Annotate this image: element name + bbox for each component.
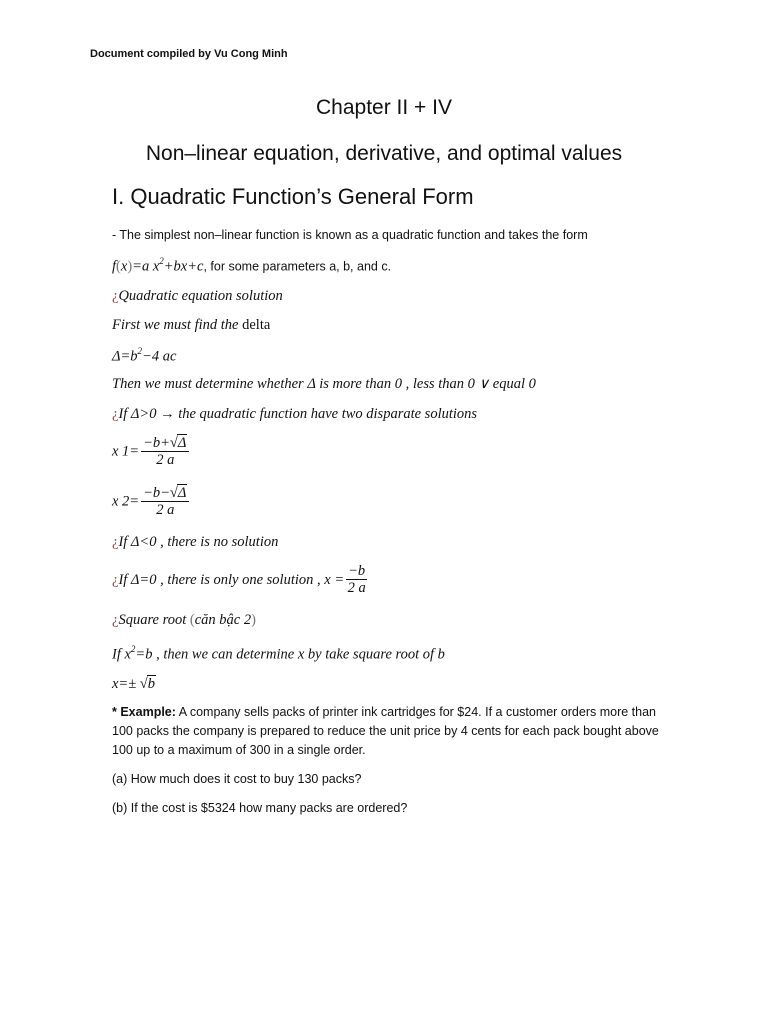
bullet-mark: ¿ bbox=[112, 534, 119, 550]
delta-lhs: Δ=b bbox=[112, 348, 138, 365]
square-root-heading bbox=[112, 611, 256, 629]
case-one-solution bbox=[112, 563, 367, 597]
example-line-2: 100 packs the company is prepared to reduce the unit price by 4 cents for each pack bought above bbox=[112, 724, 659, 738]
form-f: f bbox=[112, 258, 117, 275]
x1-numerator bbox=[141, 434, 189, 452]
x2-formula bbox=[112, 484, 189, 519]
section-heading: I. Quadratic Function’s General Form bbox=[112, 184, 474, 209]
solution-heading-text: Quadratic equation solution bbox=[118, 288, 283, 304]
example-line-1 bbox=[112, 705, 656, 719]
example-label: * Example: bbox=[112, 705, 176, 719]
chapter-title: Chapter II + IV bbox=[316, 96, 452, 119]
x2-numerator bbox=[141, 484, 189, 502]
result-radicand: b bbox=[147, 676, 156, 692]
case1-text: If Δ>0 → the quadratic function have two disparate solutions bbox=[118, 406, 478, 422]
x2-radicand: Δ bbox=[177, 485, 187, 501]
x2-fraction bbox=[141, 484, 189, 519]
result-pre: x=± √ bbox=[112, 676, 148, 692]
x1-fraction bbox=[141, 434, 189, 469]
paren-open: ( bbox=[186, 612, 195, 628]
x1-num-text: −b+√ bbox=[143, 435, 178, 451]
delta-sup: 2 bbox=[137, 346, 143, 356]
x1-formula bbox=[112, 434, 189, 469]
example-line-3: 100 up to a maximum of 300 in a single order. bbox=[112, 743, 366, 757]
form-suffix: , for some parameters a, b, and c. bbox=[203, 259, 392, 274]
solution-heading bbox=[112, 287, 283, 305]
delta-intro-text: First we must find the bbox=[112, 317, 243, 333]
x1-lhs: x 1= bbox=[112, 443, 140, 460]
form-eq: =a x bbox=[132, 258, 160, 275]
case-two-solutions bbox=[112, 405, 477, 423]
x2-num-text: −b−√ bbox=[143, 485, 178, 501]
paren-close: ) bbox=[127, 258, 133, 275]
case-no-solution bbox=[112, 533, 278, 551]
rule-pre: If x bbox=[112, 646, 131, 663]
rule-post: =b , then we can determine x by take square root of b bbox=[135, 646, 445, 663]
bullet-mark: ¿ bbox=[112, 572, 119, 589]
square-root-heading-text: Square root bbox=[118, 612, 187, 628]
case3-fraction bbox=[346, 563, 367, 597]
x1-denominator: 2 a bbox=[156, 452, 175, 468]
x2-denominator: 2 a bbox=[156, 502, 175, 518]
question-b: (b) If the cost is $5324 how many packs are ordered? bbox=[112, 801, 408, 815]
case3-denominator: 2 a bbox=[347, 580, 366, 596]
question-a: (a) How much does it cost to buy 130 packs? bbox=[112, 772, 362, 786]
delta-word: delta bbox=[242, 317, 271, 333]
paren-close: ) bbox=[251, 612, 256, 628]
bullet-mark: ¿ bbox=[112, 288, 119, 304]
chapter-subtitle: Non–linear equation, derivative, and optimal values bbox=[145, 142, 623, 165]
x1-radicand: Δ bbox=[177, 435, 187, 451]
case3-numerator: −b bbox=[348, 563, 366, 579]
case2-text: If Δ<0 , there is no solution bbox=[118, 534, 279, 550]
bullet-mark: ¿ bbox=[112, 406, 119, 422]
square-root-result bbox=[112, 675, 156, 693]
case3-text: If Δ=0 , there is only one solution , x = bbox=[118, 572, 345, 589]
determine-text: Then we must determine whether Δ is more than 0 , less than 0 ∨ equal 0 bbox=[112, 376, 536, 392]
x2-lhs: x 2= bbox=[112, 493, 140, 510]
form-x: x bbox=[120, 258, 128, 275]
rule-sup: 2 bbox=[130, 644, 136, 654]
delta-formula bbox=[112, 346, 176, 365]
delta-intro bbox=[112, 316, 270, 334]
example-line1-text: A company sells packs of printer ink cartridges for $24. If a customer orders more than bbox=[175, 705, 656, 719]
square-root-paren-text: căn bậc 2 bbox=[194, 612, 252, 628]
form-sup: 2 bbox=[159, 256, 164, 266]
intro-text: - The simplest non–linear function is known as a quadratic function and takes the form bbox=[112, 228, 588, 242]
square-root-rule bbox=[112, 644, 445, 663]
form-rest: +bx+c bbox=[163, 258, 204, 275]
paren-open: ( bbox=[116, 258, 121, 275]
document-author-header: Document compiled by Vu Cong Minh bbox=[90, 48, 288, 60]
general-form-equation bbox=[112, 256, 391, 275]
delta-rest: −4 ac bbox=[142, 348, 177, 365]
bullet-mark: ¿ bbox=[112, 612, 119, 628]
